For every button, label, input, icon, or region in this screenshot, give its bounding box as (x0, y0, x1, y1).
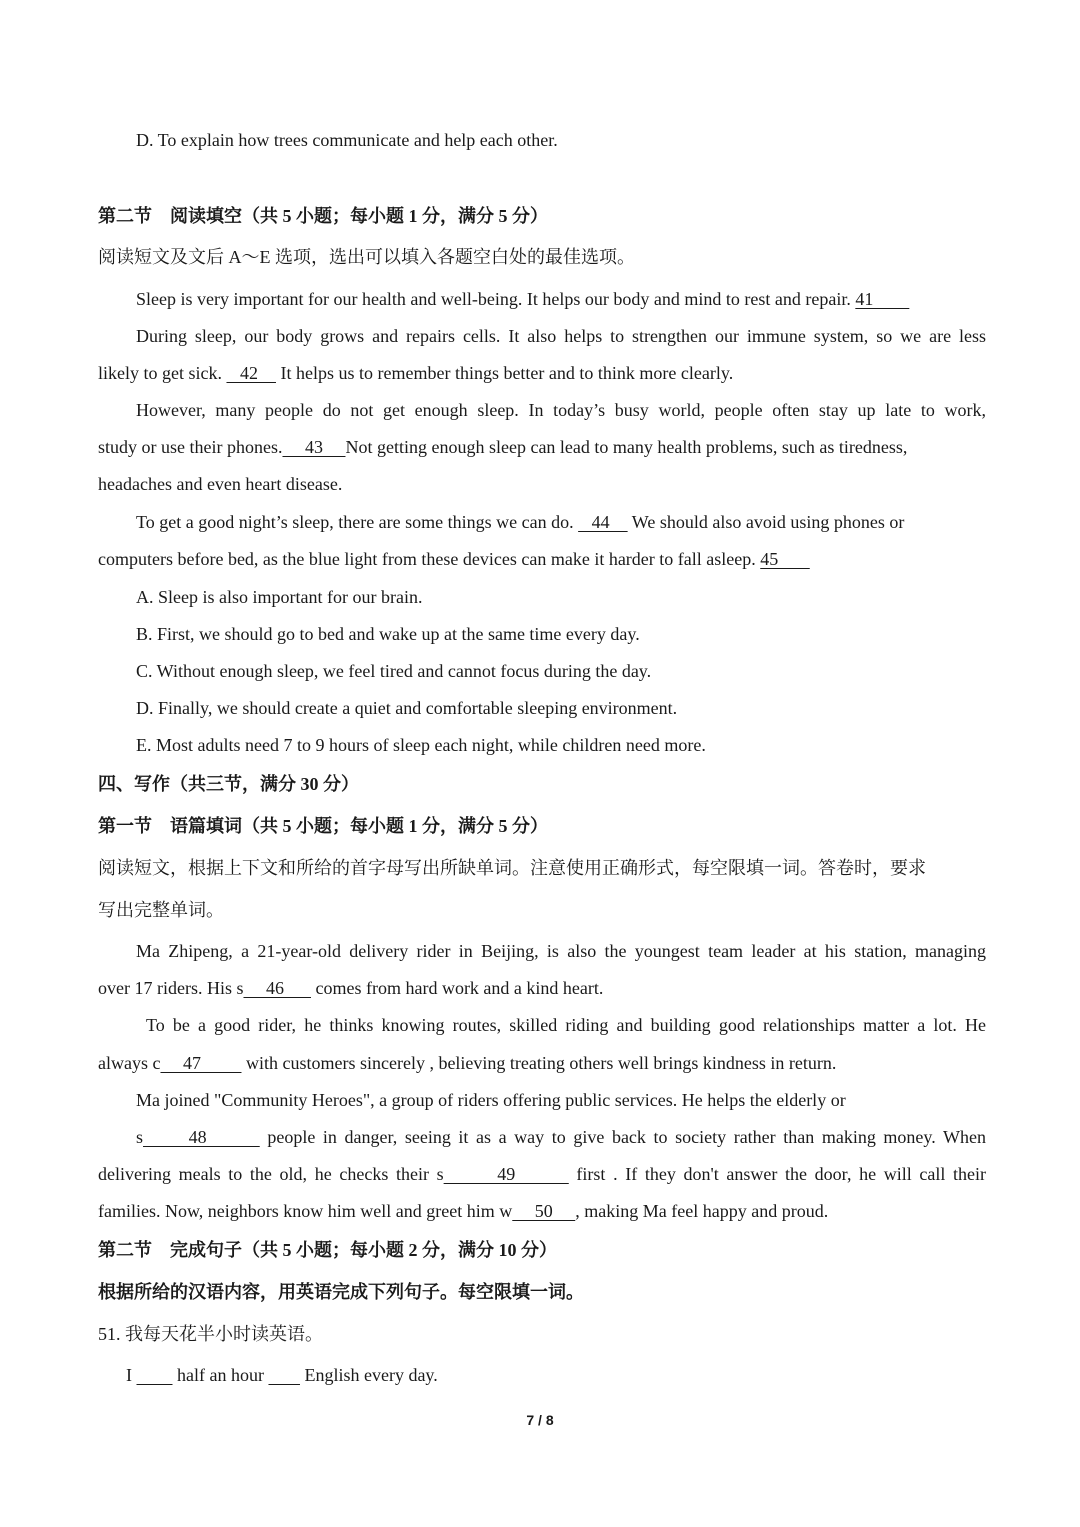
passage-text: Not getting enough sleep can lead to many health problems, such as tiredness, (345, 437, 908, 457)
instruction-sentence: 根据所给的汉语内容，用英语完成下列句子。每空限填一词。 (98, 1282, 584, 1302)
passage-line (98, 977, 986, 999)
passage-line: However, many people do not get enough sleep. In today’s busy world, people often stay up late to work, (136, 400, 986, 420)
passage-text: , making Ma feel happy and proud. (575, 1201, 829, 1221)
instruction-reading-fill: 阅读短文及文后 A～E 选项，选出可以填入各题空白处的最佳选项。 (98, 247, 635, 267)
blank-47: 47 (160, 1053, 242, 1073)
blank-44: 44 (578, 512, 628, 532)
passage-line: Ma joined "Community Heroes", a group of riders offering public services. He helps the elderly or (136, 1090, 846, 1110)
answer-blank (137, 1365, 173, 1385)
blank-49: 49 (443, 1164, 569, 1184)
passage-line (98, 1200, 986, 1222)
passage-text: delivering meals to the old, he checks their s (98, 1164, 444, 1184)
passage-text: with customers sincerely , believing treating others well brings kindness in return. (241, 1053, 837, 1073)
passage-line (136, 1126, 986, 1148)
blank-48: 48 (143, 1127, 260, 1147)
passage-text: s (136, 1127, 144, 1147)
blank-42: 42 (226, 363, 276, 383)
passage-line: headaches and even heart disease. (98, 474, 343, 494)
passage-line (98, 1052, 986, 1074)
option-d-text: D. To explain how trees communicate and help each other. (136, 130, 558, 150)
section-heading-word-fill: 第一节 语篇填词（共 5 小题；每小题 1 分，满分 5 分） (98, 816, 548, 836)
answer-text: half an hour (172, 1365, 269, 1385)
passage-line: Ma Zhipeng, a 21-year-old delivery rider in Beijing, is also the youngest team leader at his station, managing (136, 941, 986, 961)
instruction-word-fill: 写出完整单词。 (98, 900, 224, 920)
blank-46: 46 (243, 978, 311, 998)
option-d: D. Finally, we should create a quiet and comfortable sleeping environment. (136, 698, 678, 718)
passage-text: Sleep is very important for our health and well-being. It helps our body and mind to rest and repair. (136, 289, 856, 309)
option-c: C. Without enough sleep, we feel tired and cannot focus during the day. (136, 661, 652, 681)
passage-text: comes from hard work and a kind heart. (310, 978, 604, 998)
passage-text: likely to get sick. (98, 363, 227, 383)
question-51: 51. 我每天花半小时读英语。 (98, 1324, 323, 1344)
option-b: B. First, we should go to bed and wake up at the same time every day. (136, 624, 640, 644)
page-number: 7 / 8 (526, 1412, 554, 1428)
passage-line: To be a good rider, he thinks knowing routes, skilled riding and building good relationships matter a lot. He (146, 1015, 986, 1035)
blank-41: 41 (855, 289, 910, 309)
passage-text: first . If they don't answer the door, he will call their (576, 1164, 987, 1184)
passage-line (136, 288, 986, 310)
answer-line-51 (126, 1364, 1014, 1386)
answer-text: English every day. (299, 1365, 438, 1385)
instruction-word-fill: 阅读短文，根据上下文和所给的首字母写出所缺单词。注意使用正确形式，每空限填一词。答卷时，要求 (98, 858, 926, 878)
passage-text: always c (98, 1053, 161, 1073)
answer-text: I (126, 1365, 137, 1385)
passage-text: It helps us to remember things better and to think more clearly. (275, 363, 734, 383)
passage-text: study or use their phones. (98, 437, 283, 457)
answer-blank (268, 1365, 300, 1385)
passage-line (98, 362, 986, 384)
passage-line (98, 548, 986, 570)
section-heading-reading-fill: 第二节 阅读填空（共 5 小题；每小题 1 分，满分 5 分） (98, 206, 548, 226)
part-heading-writing: 四、写作（共三节，满分 30 分） (98, 774, 359, 794)
section-heading-sentence: 第二节 完成句子（共 5 小题；每小题 2 分，满分 10 分） (98, 1240, 557, 1260)
blank-50: 50 (512, 1201, 576, 1221)
option-a: A. Sleep is also important for our brain. (136, 587, 423, 607)
passage-text: over 17 riders. His s (98, 978, 244, 998)
passage-line: During sleep, our body grows and repairs cells. It also helps to strengthen our immune system, so we are less (136, 326, 986, 346)
passage-text: We should also avoid using phones or (627, 512, 905, 532)
passage-text: families. Now, neighbors know him well and greet him w (98, 1201, 513, 1221)
passage-line (98, 436, 986, 458)
passage-text: computers before bed, as the blue light from these devices can make it harder to fall asleep. (98, 549, 761, 569)
passage-text: To get a good night’s sleep, there are some things we can do. (136, 512, 579, 532)
option-e: E. Most adults need 7 to 9 hours of sleep each night, while children need more. (136, 735, 706, 755)
blank-45: 45 (760, 549, 810, 569)
blank-43: 43 (282, 437, 346, 457)
passage-text: people in danger, seeing it as a way to give back to society rather than making money. When (267, 1127, 986, 1147)
passage-line (136, 511, 986, 533)
passage-line (98, 1163, 986, 1185)
